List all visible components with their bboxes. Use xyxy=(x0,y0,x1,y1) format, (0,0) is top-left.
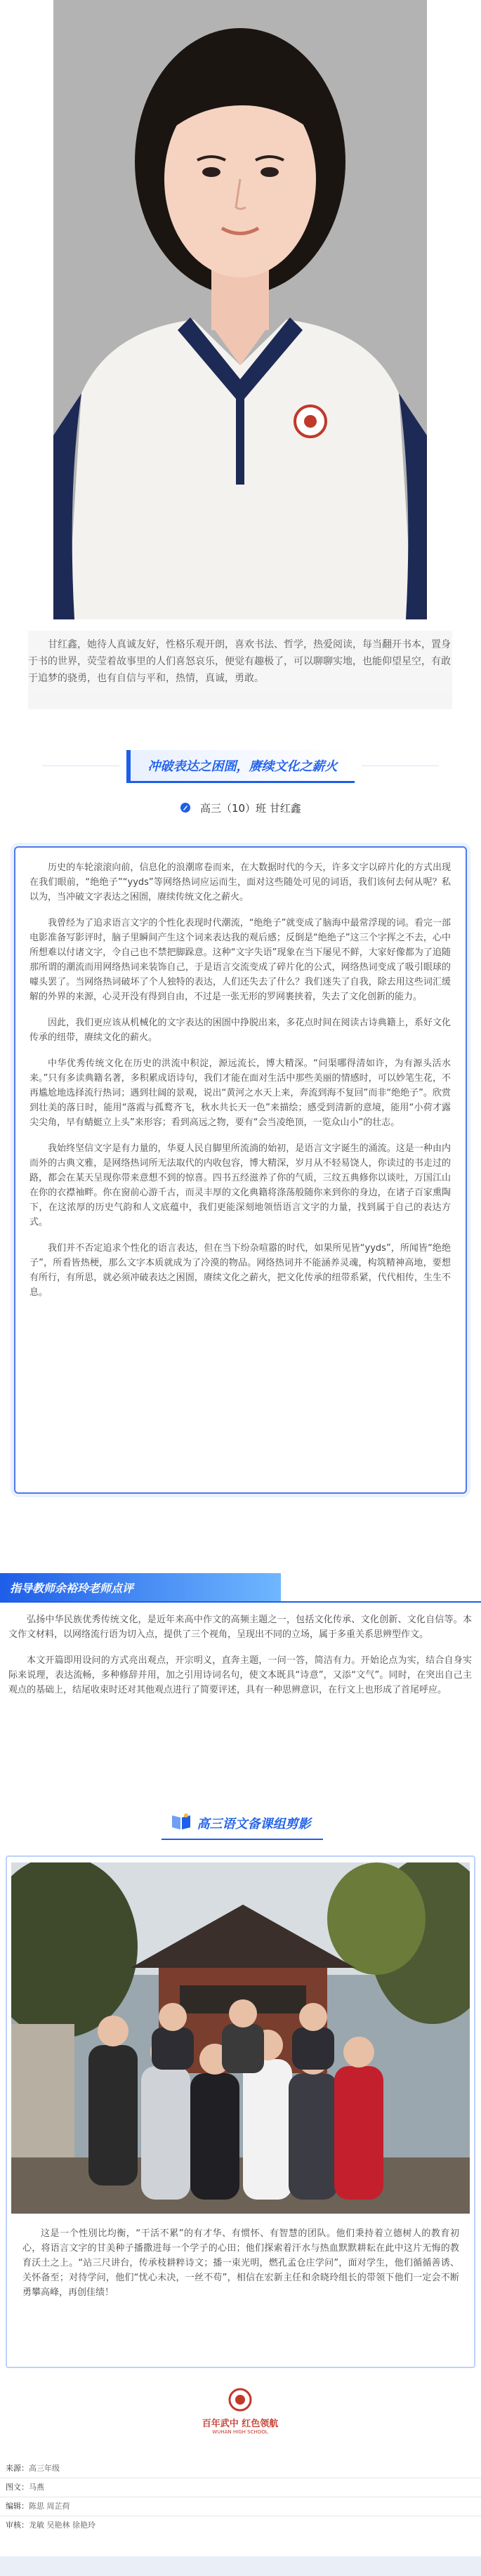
essay-paragraph: 中华优秀传统文化在历史的洪流中积淀，源远流长，博大精深。“问渠哪得清如许，为有源头活水来。”只有多读典籍名著，多积累成语诗句，我们才能在面对生活中那些美丽的情感时，可以妙笔生花，不再尴尬地选择流行热词；遇到壮阔的景观，说出“黄河之水天上来，奔流到海不复回”而非“绝绝子”。欣赏到壮美的落日时，能用“落霞与孤鹜齐飞，秋水共长天一色”来描绘；感受到清新的意境，能用“小荷才露尖尖角，早有蜻蜓立上头”来形容；看到高远之物，要有“会当凌绝顶，一览众山小”的壮志。 xyxy=(29,1058,451,1128)
photo-section-title: 高三语文备课组剪影 xyxy=(197,1817,311,1832)
credit-key: 编辑： xyxy=(6,2502,29,2511)
essay-box xyxy=(14,846,467,1494)
essay-title: 冲破表达之困圄，赓续文化之薪火 xyxy=(147,759,338,774)
byline-text: 高三（10）班 甘红鑫 xyxy=(199,802,301,815)
essay-paragraph: 我始终坚信文字是有力量的，华夏人民自脚里所流淌的始初，是语言文字诞生的涌流。这是一种由内而外的古典文雅，是网络热词所无法取代的内收包容，博大精深，岁月从不轻易饶人，你读过的书走过的路，都会在某天呈现你带来意想不到的惊喜。四书五经滋养了你的气质，三纹五典修你以谈吐，万国江山在你的衣襟袖畔。你在窗前心游千古，而灵丰厚的文化典籍将涤荡般随你来到你的身边，在诸子百家熏陶下，在这浓厚的历史气韵和人文底蕴中，我们更能深刻地领悟语言文字的力量，找到属于自己的表达方式。 xyxy=(29,1143,451,1228)
photo-caption xyxy=(22,2226,459,2300)
credit-row xyxy=(0,2480,481,2495)
byline xyxy=(0,801,481,815)
pen-icon xyxy=(180,802,191,813)
student-portrait xyxy=(53,0,427,619)
credit-key: 审核： xyxy=(6,2521,29,2530)
credit-key: 图文： xyxy=(6,2483,29,2492)
photo-section-heading xyxy=(147,1809,334,1837)
group-photo xyxy=(11,1862,470,2214)
comment-paragraph: 本文开篇即用设问的方式亮出观点，开宗明义，直奔主题，一问一答，简洁有力。开始论点为实，结合自身实际来说理，表达流畅，多种修辞并用，加之引用诗词名句，使文本既具“诗意”，又添“文气”。同时，在突出自己主观点的基础上，结尾收束时还对其他观点进行了简要评述，具有一种思辨意识，在行文上也形成了首尾呼应。 xyxy=(8,1655,472,1695)
portrait-illustration xyxy=(53,0,427,619)
book-icon xyxy=(171,1813,192,1834)
credit-value: 龙敏 吴艳林 徐艳玲 xyxy=(29,2521,95,2530)
teacher-comment-heading xyxy=(0,1573,281,1601)
comment-divider xyxy=(0,1601,481,1603)
credit-row xyxy=(0,2462,481,2476)
student-bio: 甘红鑫，她待人真诚友好，性格乐观开朗，喜欢书法、哲学，热爱阅读，每当翻开书本，置身于书的世界，荧莹着故事里的人们喜怒哀乐，便觉有趣极了，可以聊聊实地，也能仰望星空，有敢于追梦的骁勇，也有自信与平和，热情，真诚，勇敢。 xyxy=(28,631,452,692)
credit-value: 马燕 xyxy=(29,2483,44,2492)
school-logo xyxy=(191,2388,289,2444)
credit-value: 高三年级 xyxy=(29,2464,60,2473)
essay-paragraph: 因此，我们更应该从机械化的文字表达的困圄中挣脱出来，多花点时间在阅读古诗典籍上，系好文化传承的纽带，赓续文化的薪火。 xyxy=(29,1018,451,1043)
credit-value: 陈思 周芷荷 xyxy=(29,2502,70,2511)
teacher-comment-body xyxy=(8,1612,472,1709)
photo-heading-underline xyxy=(162,1839,323,1840)
credit-key: 来源： xyxy=(6,2464,29,2473)
teacher-comment-title: 指导教师余裕玲老师点评 xyxy=(10,1581,134,1595)
credit-row xyxy=(0,2518,481,2532)
credit-row xyxy=(0,2499,481,2513)
school-seal-icon xyxy=(228,2388,252,2412)
title-underline xyxy=(126,781,355,783)
bottom-bar xyxy=(0,2556,481,2576)
logo-sub-text: WUHAN HIGH SCHOOL xyxy=(212,2429,268,2435)
title-decor-left xyxy=(42,765,119,766)
essay-paragraph: 历史的车轮滚滚向前，信息化的浪潮席卷而来，在大数据时代的今天，许多文字以碎片化的方式出现在我们眼前，“绝绝子”“yyds”等网络热词应运而生，面对这些随处可见的词语，我们该何去何从呢？私以为，当冲破文字表达之困圄，赓续传统文化之薪火。 xyxy=(29,862,451,902)
essay-paragraph: 我曾经为了追求语言文字的个性化表现时代潮流，“绝绝子”就变成了脑海中最常浮现的词。看完一部电影准备写影评时，脑子里瞬间产生这个词来表达我的观后感；反倒是“绝绝子”这三个字挥之不去，心中所想难以付诸文字，令自己也不禁把脚跺意。这种“文字失语”现象在当下屡见不鲜，大家好像都为了追随那所谓的潮流而用网络热词来装饰自己，于是语言交流变成了碎片化的公式，网络热词变成了吸引眼球的噱头罢了。当网络热词破坏了个人独特的表达，人们还失去了什么？我们迷失了自我，除去用这些词汇缓解的外界的来源，心灵开没有得到自由，不过是一张无形的罗网裹挟着，失去了文化创新的能力。 xyxy=(29,918,451,1002)
title-decor-right xyxy=(362,765,439,766)
photo-caption-text: 这是一个性別比均衡，“干活不累”的有才华、有惯怀、有智慧的团队。他们秉持着立德树人的教育初心，将语言文字的甘美种子播撒进每一个学子的心田；他们探索着汗水与热血默默耕耘在此中这片无悔的教育沃土之上。“站三尺讲台，传承枝耕粹诗文；播一束光明，燃孔孟仓庄学问”，面对学生，他们循循善诱、关怀备至；对待学问，他们“忧心未决，一丝不苟”，相信在宏新主任和余晓玲组长的带领下他们一定会不断勇攀高峰，再创佳绩！ xyxy=(22,2228,459,2298)
comment-paragraph: 弘扬中华民族优秀传统文化，是近年来高中作文的高频主题之一，包括文化传承、文化创新、文化自信等。本文作文材料，以网络流行语为切入点，提供了三个视角，呈现出不同的立场，属于多重关系思辨型作文。 xyxy=(8,1615,472,1640)
credits xyxy=(0,2462,481,2532)
essay-title-banner xyxy=(126,750,355,781)
essay-paragraph: 我们并不否定追求个性化的语言表达，但在当下纷杂喧嚣的时代，如果所见皆“yyds”，所闻皆“绝绝子”，所看皆热梗，那么文字本质就成为了冷漠的物品。网络热词并不能涵养灵魂，构筑精神高地，要想有所行，有所思，就必须冲破表达之困圄，赓续文化之薪火，把文化传承的纽带系紧，代代相传，生生不息。 xyxy=(29,1243,451,1298)
group-photo-illustration xyxy=(11,1862,470,2214)
essay-body xyxy=(29,860,451,1311)
logo-main-text: 百年武中 红色领航 xyxy=(202,2419,279,2429)
